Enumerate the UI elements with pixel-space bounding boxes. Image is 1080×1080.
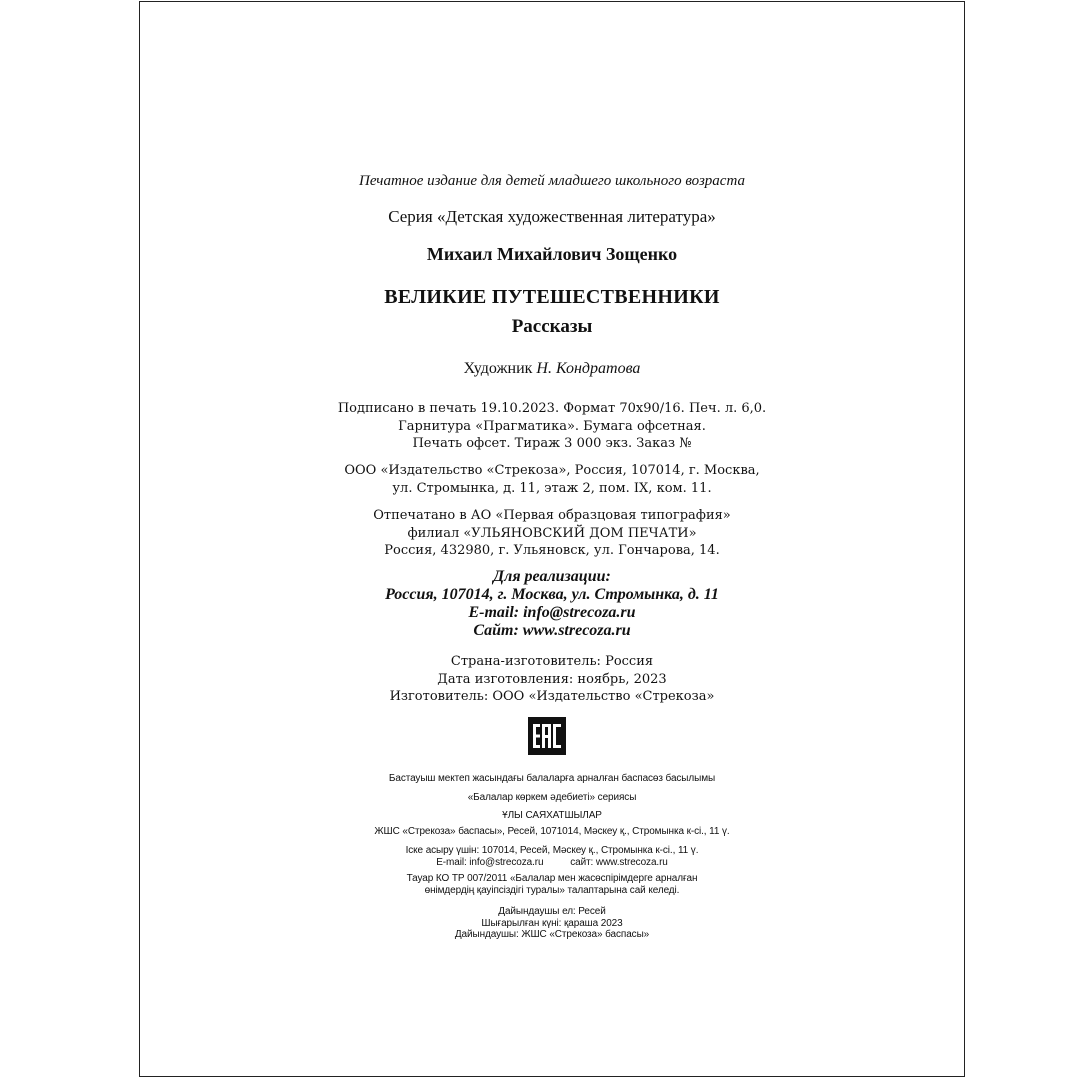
printer-line: Отпечатано в АО «Первая образцовая типография» bbox=[373, 508, 731, 523]
book-title: ВЕЛИКИЕ ПУТЕШЕСТВЕННИКИ bbox=[384, 286, 720, 308]
artist-credit bbox=[140, 360, 964, 378]
kz-manufacturer-line: Дайындаушы: ЖШС «Стрекоза» баспасы» bbox=[454, 929, 650, 940]
edition-note: Печатное издание для детей младшего школьного возраста bbox=[359, 173, 745, 189]
printer-line: Россия, 432980, г. Ульяновск, ул. Гончарова, 14. bbox=[384, 543, 720, 558]
kz-book-title: ҰЛЫ САЯХАТШЫЛАР bbox=[502, 810, 602, 821]
kz-series: «Балалар көркем әдебиеті» сериясы bbox=[467, 792, 637, 803]
kz-edition-note: Бастауыш мектеп жасындағы балаларға арналған баспасөз басылымы bbox=[388, 773, 716, 784]
kz-compliance-block bbox=[140, 873, 964, 896]
author-name: Михаил Михайлович Зощенко bbox=[426, 244, 678, 264]
publisher-block bbox=[140, 462, 964, 497]
book-genre: Рассказы bbox=[511, 316, 593, 337]
printer-line: филиал «УЛЬЯНОВСКИЙ ДОМ ПЕЧАТИ» bbox=[407, 525, 697, 541]
series-title: Серия «Детская художественная литература» bbox=[388, 207, 716, 226]
publisher-line: ул. Стромынка, д. 11, этаж 2, пом. IX, ком. 11. bbox=[392, 480, 712, 496]
sales-website: Сайт: www.strecoza.ru bbox=[473, 622, 631, 639]
printer-block bbox=[140, 507, 964, 560]
kz-publisher: ЖШС «Стрекоза» баспасы», Ресей, 1071014, Мәскеу қ., Стромынка к-сі., 11 ү. bbox=[374, 826, 730, 837]
print-info-line: Печать офсет. Тираж 3 000 экз. Заказ № bbox=[412, 436, 692, 451]
kz-manufacturer-line: Дайындаушы ел: Ресей bbox=[498, 906, 606, 917]
kz-compliance-line: Тауар КО ТР 007/2011 «Балалар мен жасөспірімдерге арналған bbox=[406, 873, 698, 884]
imprint-page bbox=[139, 1, 965, 1077]
print-info-line: Подписано в печать 19.10.2023. Формат 70х90/16. Печ. л. 6,0. bbox=[337, 401, 767, 416]
manufacturer-block bbox=[140, 653, 964, 706]
artist-name: Н. Кондратова bbox=[536, 360, 641, 377]
kz-sales-block bbox=[140, 845, 964, 868]
kz-manufacturer-line: Шығарылған күні: қараша 2023 bbox=[481, 917, 623, 929]
print-info-block bbox=[140, 400, 964, 453]
sales-block bbox=[140, 568, 964, 640]
sales-email: E-mail: info@strecoza.ru bbox=[468, 604, 636, 621]
publisher-line: ООО «Издательство «Стрекоза», Россия, 107014, г. Москва, bbox=[344, 463, 760, 478]
print-info-line: Гарнитура «Прагматика». Бумага офсетная. bbox=[398, 418, 706, 434]
sales-heading: Для реализации: bbox=[493, 568, 611, 585]
manufacturer-line: Страна-изготовитель: Россия bbox=[450, 654, 654, 669]
kz-contact-line: E-mail: info@strecoza.ru сайт: www.strecoza.ru bbox=[436, 856, 668, 868]
manufacturer-line: Изготовитель: ООО «Издательство «Стрекоза» bbox=[389, 689, 715, 704]
eac-conformity-mark-icon bbox=[528, 717, 566, 755]
kz-manufacturer-block bbox=[140, 906, 964, 941]
kz-sales-line: Іске асыру үшін: 107014, Ресей, Мәскеу қ., Стромынка к-сі., 11 ү. bbox=[405, 845, 699, 856]
manufacturer-line: Дата изготовления: ноябрь, 2023 bbox=[437, 671, 667, 687]
sales-address: Россия, 107014, г. Москва, ул. Стромынка, д. 11 bbox=[385, 586, 719, 603]
kz-compliance-line: өнімдердің қауіпсіздігі туралы» талаптарына сай келеді. bbox=[424, 884, 680, 896]
artist-label: Художник bbox=[463, 360, 533, 377]
